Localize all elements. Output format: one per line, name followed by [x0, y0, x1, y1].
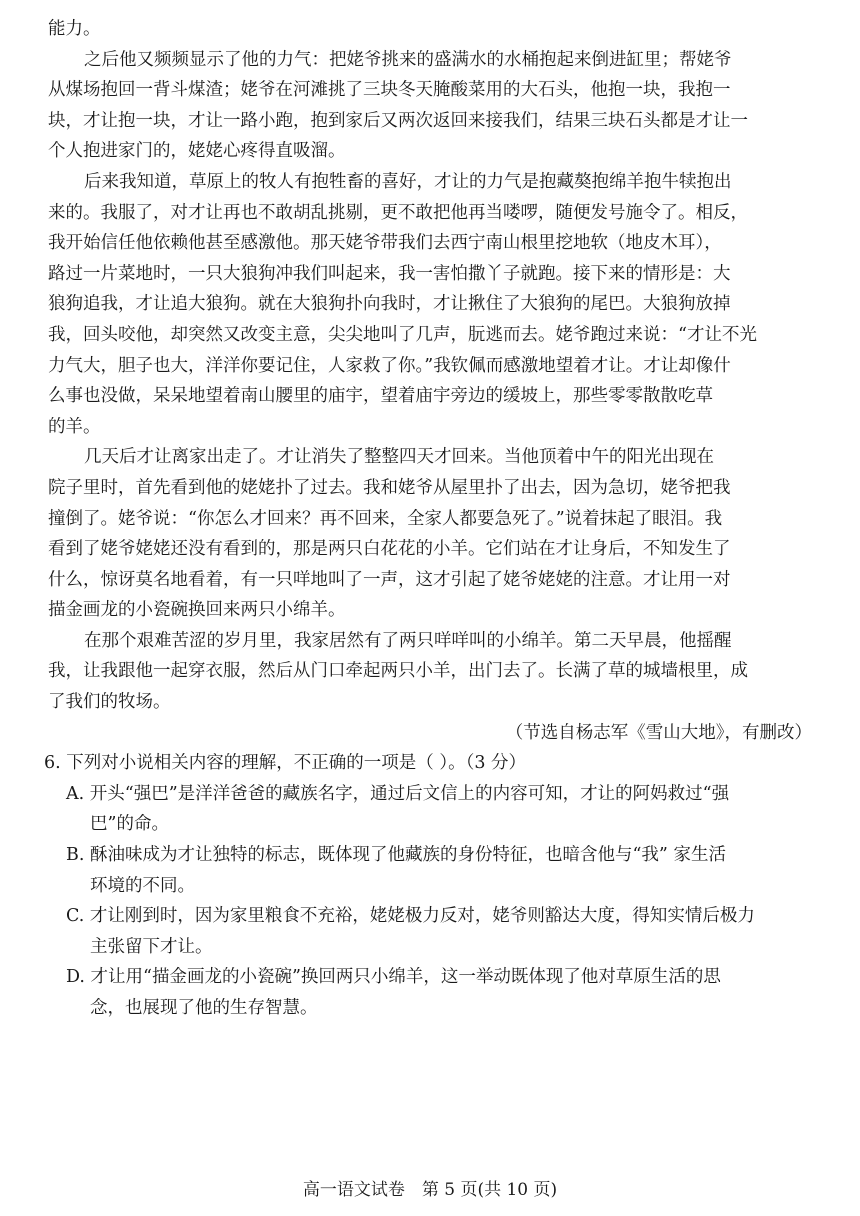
source-citation: （节选自杨志军《雪山大地》，有删改） [505, 722, 812, 743]
passage-line: 来的。我服了，对才让再也不敢胡乱挑剔，更不敢把他再当喽啰，随便发号施令了。相反， [48, 202, 748, 223]
passage-line: 我，让我跟他一起穿衣服，然后从门口牵起两只小羊，出门去了。长满了草的城墙根里，成 [48, 661, 748, 682]
passage-line: 力气大，胆子也大，洋洋你要记住，人家救了你。”我钦佩而感激地望着才让。才让却像什 [48, 355, 731, 376]
option-text: 主张留下才让。 [90, 936, 213, 957]
option-c [48, 901, 812, 962]
option-text: A. 开头“强巴”是洋洋爸爸的藏族名字，通过后文信上的内容可知，才让的阿妈救过“强 [66, 783, 730, 804]
passage-line: 了我们的牧场。 [48, 692, 171, 713]
page-footer: 高一语文试卷 第 5 页(共 10 页) [302, 1180, 558, 1200]
option-d [48, 962, 812, 1023]
passage-line: 路过一片菜地时，一只大狼狗冲我们叫起来，我一害怕撒丫子就跑。接下来的情形是：大 [48, 263, 731, 284]
passage-line: 之后他又频频显示了他的力气：把姥爷挑来的盛满水的水桶抱起来倒进缸里；帮姥爷 [84, 49, 732, 70]
option-text: 念，也展现了他的生存智慧。 [90, 998, 318, 1018]
option-text: D. 才让用“描金画龙的小瓷碗”换回两只小绵羊，这一举动既体现了他对草原生活的思 [66, 967, 721, 988]
passage-line: 块，才让抱一块，才让一路小跑，抱到家后又两次返回来接我们，结果三块石头都是才让一 [48, 110, 748, 131]
option-text: B. 酥油味成为才让独特的标志，既体现了他藏族的身份特征，也暗含他与“我” 家生活 [66, 845, 726, 866]
passage-line: 看到了姥爷姥姥还没有看到的，那是两只白花花的小羊。它们站在才让身后，不知发生了 [48, 539, 731, 560]
question-stem: 6. 下列对小说相关内容的理解，不正确的一项是（ ）。（3 分） [44, 753, 527, 774]
passage-line: 我开始信任他依赖他甚至感激他。那天姥爷带我们去西宁南山根里挖地软（地皮木耳）， [48, 233, 722, 254]
passage-line: 能力。 [48, 19, 101, 39]
passage-line: 在那个艰难苦涩的岁月里，我家居然有了两只咩咩叫的小绵羊。第二天早晨，他摇醒 [84, 630, 732, 651]
option-text: 环境的不同。 [90, 875, 195, 896]
passage-line: 狼狗追我，才让追大狼狗。就在大狼狗扑向我时，才让揪住了大狼狗的尾巴。大狼狗放掉 [48, 294, 731, 315]
passage-line: 么事也没做，呆呆地望着南山腰里的庙宇，望着庙宇旁边的缓坡上，那些零零散散吃草 [48, 386, 713, 407]
passage-line: 个人抱进家门的，姥姥心疼得直吸溜。 [48, 141, 346, 162]
passage-line: 描金画龙的小瓷碗换回来两只小绵羊。 [48, 600, 346, 621]
passage-line: 什么，惊讶莫名地看着，有一只咩地叫了一声，这才引起了姥爷姥姥的注意。才让用一对 [48, 569, 731, 590]
option-b [48, 840, 812, 901]
passage-line: 的羊。 [48, 416, 101, 437]
option-text: 巴”的命。 [90, 814, 169, 835]
option-text: C. 才让刚到时，因为家里粮食不充裕，姥姥极力反对，姥爷则豁达大度，得知实情后极力 [66, 906, 755, 927]
exam-page [44, 14, 812, 1024]
passage-line: 撞倒了。姥爷说：“你怎么才回来？再不回来，全家人都要急死了。”说着抹起了眼泪。我 [48, 508, 723, 529]
passage-line: 我，回头咬他，却突然又改变主意，尖尖地叫了几声，朊逃而去。姥爷跑过来说：“才让不光 [48, 324, 757, 345]
passage-line: 院子里时，首先看到他的姥姥扑了过去。我和姥爷从屋里扑了出去，因为急切，姥爷把我 [48, 477, 731, 498]
option-a [48, 779, 812, 840]
passage-line: 从煤场抱回一背斗煤渣；姥爷在河滩挑了三块冬天腌酸菜用的大石头，他抱一块，我抱一 [48, 80, 731, 101]
passage-line: 几天后才让离家出走了。才让消失了整整四天才回来。当他顶着中午的阳光出现在 [84, 447, 714, 468]
passage-line: 后来我知道，草原上的牧人有抱牲畜的喜好，才让的力气是抱藏獒抱绵羊抱牛犊抱出 [84, 171, 732, 192]
